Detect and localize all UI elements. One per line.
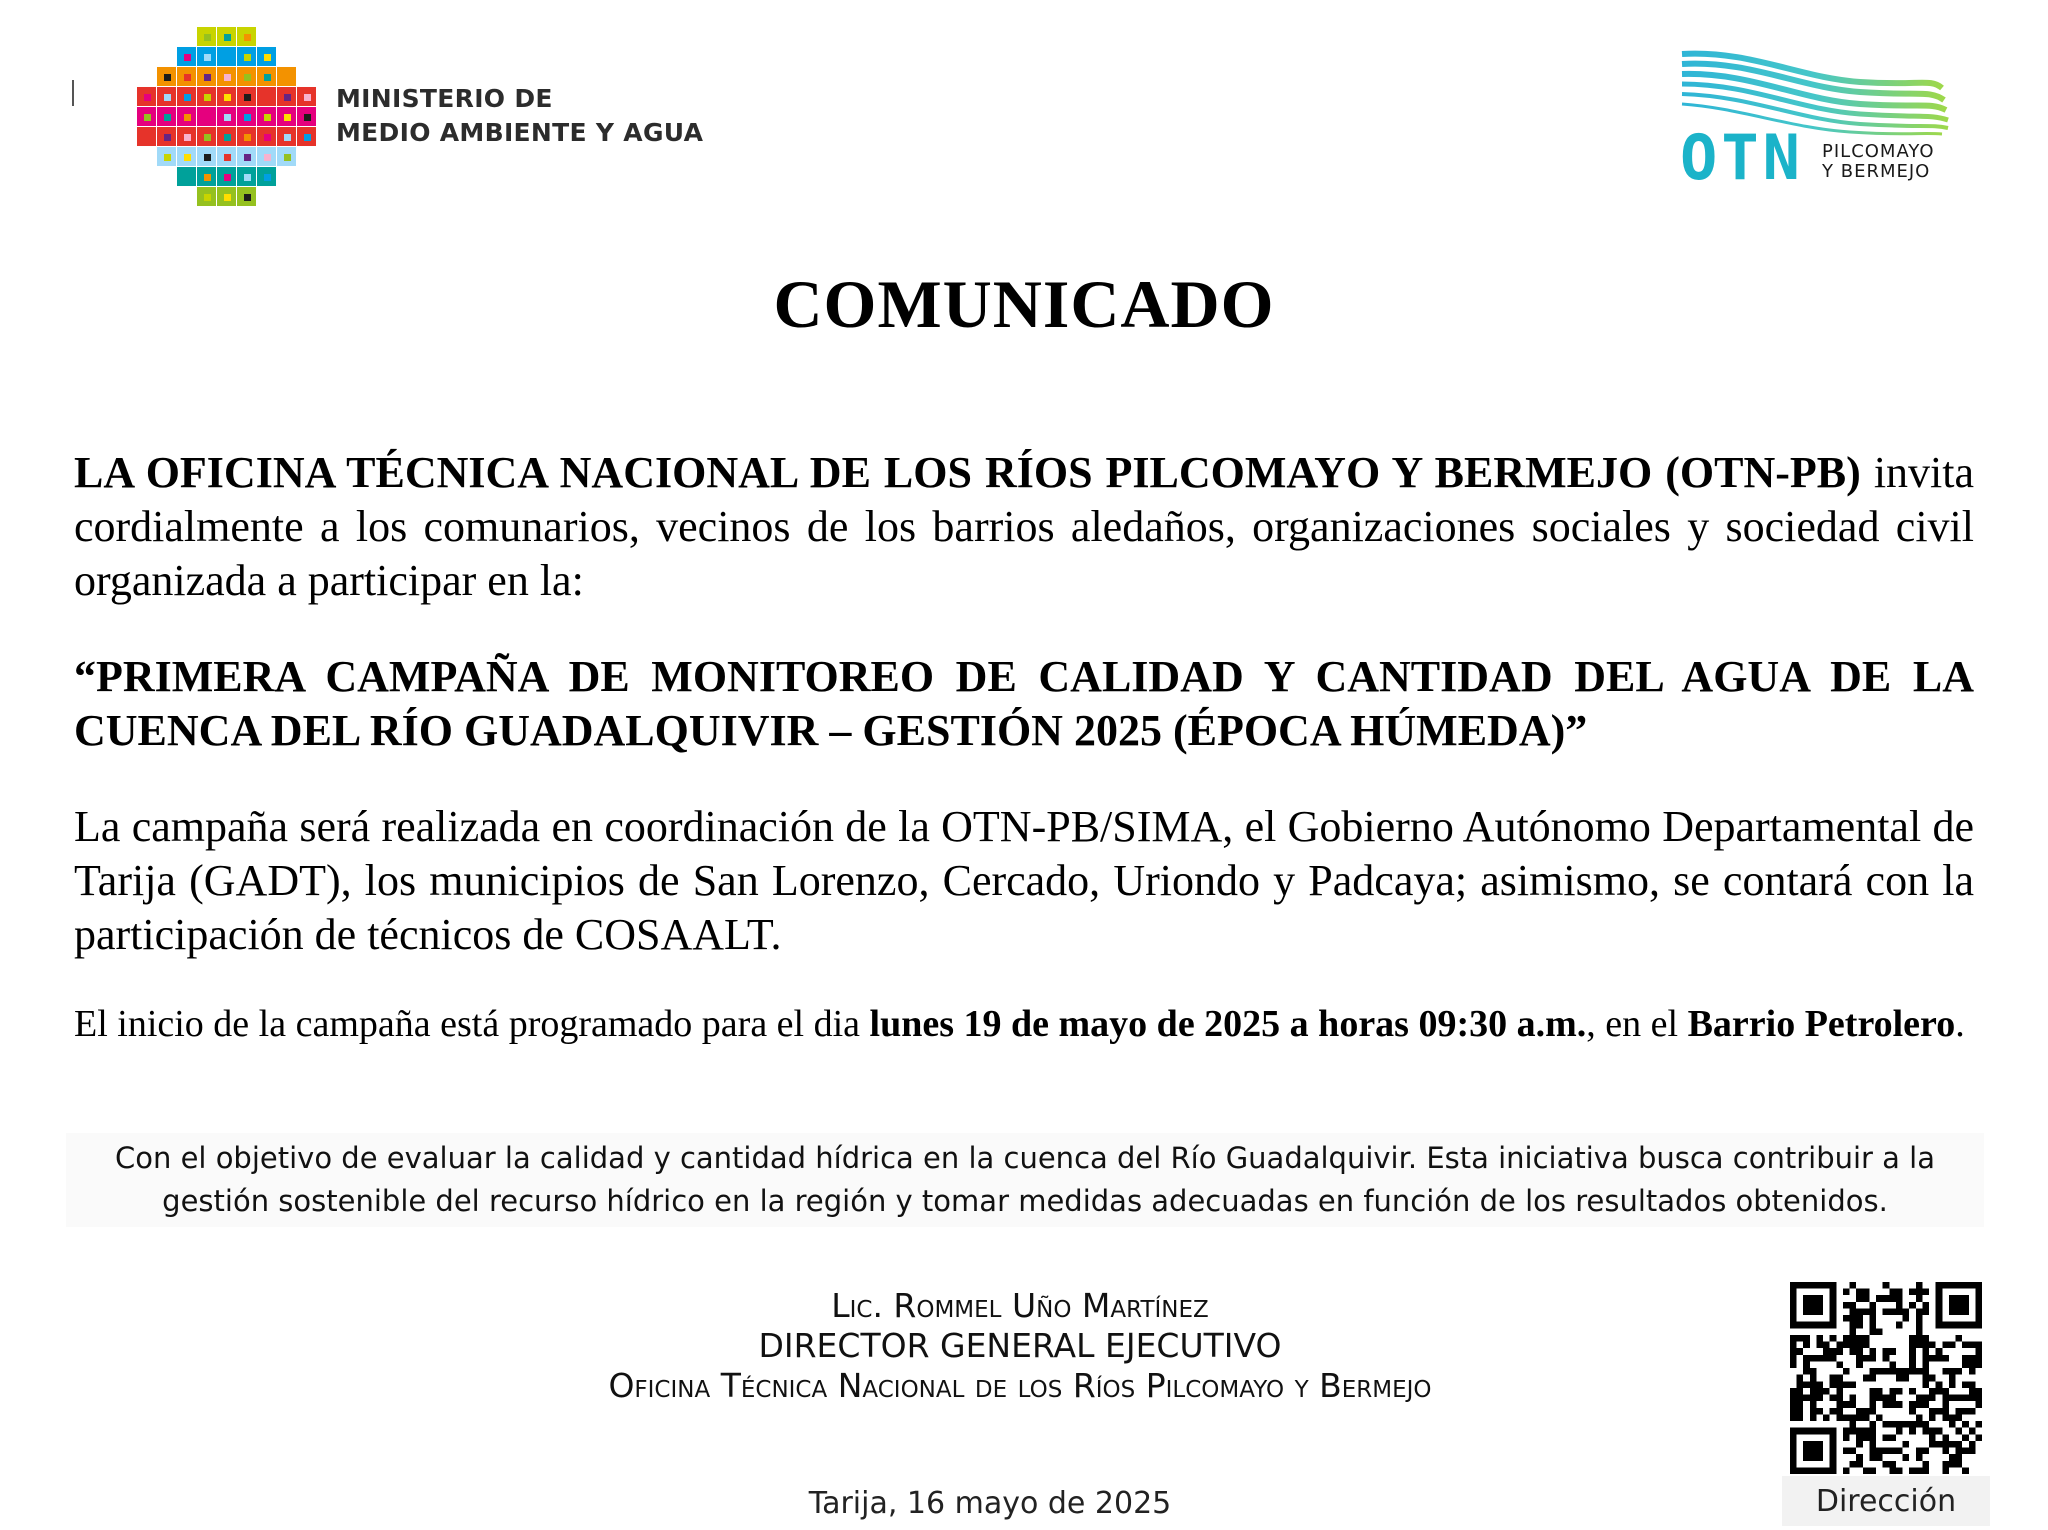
intro-rest: invita cordialmente a los comunarios, vecinos de los barrios aledaños, organizaciones sociales y sociedad civil organizada a participar en la:: [74, 448, 1975, 605]
signature-block: [300, 1286, 1740, 1406]
ministry-name-line2: MEDIO AMBIENTE Y AGUA: [336, 118, 704, 147]
intro-paragraph: [74, 446, 1974, 608]
header-divider: [72, 80, 74, 106]
signer-position: DIRECTOR GENERAL EJECUTIVO: [758, 1326, 1282, 1365]
campaign-title: “PRIMERA CAMPAÑA DE MONITOREO DE CALIDAD Y CANTIDAD DEL AGUA DE LA CUENCA DEL RÍO GUADALQUIVIR – GESTIÓN 2025 (ÉPOCA HÚMEDA)”: [74, 652, 1974, 755]
objective-note: Con el objetivo de evaluar la calidad y cantidad hídrica en la cuenca del Río Guadalquivir. Esta iniciativa busca contribuir a la gestión sostenible del recurso hídrico en la región y tomar medidas adecuadas en función de los resultados obtenidos.: [114, 1141, 1936, 1218]
schedule-middle: , en el: [1586, 1003, 1679, 1045]
signer-office: Oficina Técnica Nacional de los Ríos Pilcomayo y Bermejo: [608, 1366, 1432, 1405]
otn-logo-subtitle: [1822, 142, 1935, 182]
otn-logo-letters: OTN: [1680, 121, 1804, 194]
schedule-prefix: El inicio de la campaña está programado para el dia: [74, 1003, 861, 1045]
ministry-name-line1: MINISTERIO DE: [336, 84, 553, 113]
schedule-suffix: .: [1955, 1003, 1965, 1045]
date-line: Tarija, 16 mayo de 2025: [808, 1486, 1172, 1521]
otn-sub-line1: PILCOMAYO: [1822, 141, 1935, 162]
qr-caption: Dirección: [1815, 1484, 1957, 1519]
signer-name: Lic. Rommel Uño Martínez: [831, 1286, 1209, 1325]
ministry-mosaic-logo: [128, 18, 328, 218]
schedule-date-time: lunes 19 de mayo de 2025 a horas 09:30 a.m.: [869, 1003, 1587, 1045]
schedule-place: Barrio Petrolero: [1687, 1003, 1956, 1045]
schedule-paragraph: [74, 1000, 1974, 1048]
details-paragraph: La campaña será realizada en coordinación de la OTN-PB/SIMA, el Gobierno Autónomo Departamental de Tarija (GADT), los municipios de San Lorenzo, Cercado, Uriondo y Padcaya; asimismo, se contará con la participación de técnicos de COSAALT.: [74, 802, 1974, 959]
date-line-wrapper: [0, 1486, 2048, 1521]
intro-lead: LA OFICINA TÉCNICA NACIONAL DE LOS RÍOS PILCOMAYO Y BERMEJO (OTN-PB): [74, 448, 1861, 497]
qr-code-icon[interactable]: [1790, 1282, 1982, 1474]
otn-sub-line2: Y BERMEJO: [1822, 161, 1931, 182]
page-title: COMUNICADO: [773, 266, 1275, 342]
ministry-name: [336, 82, 703, 150]
